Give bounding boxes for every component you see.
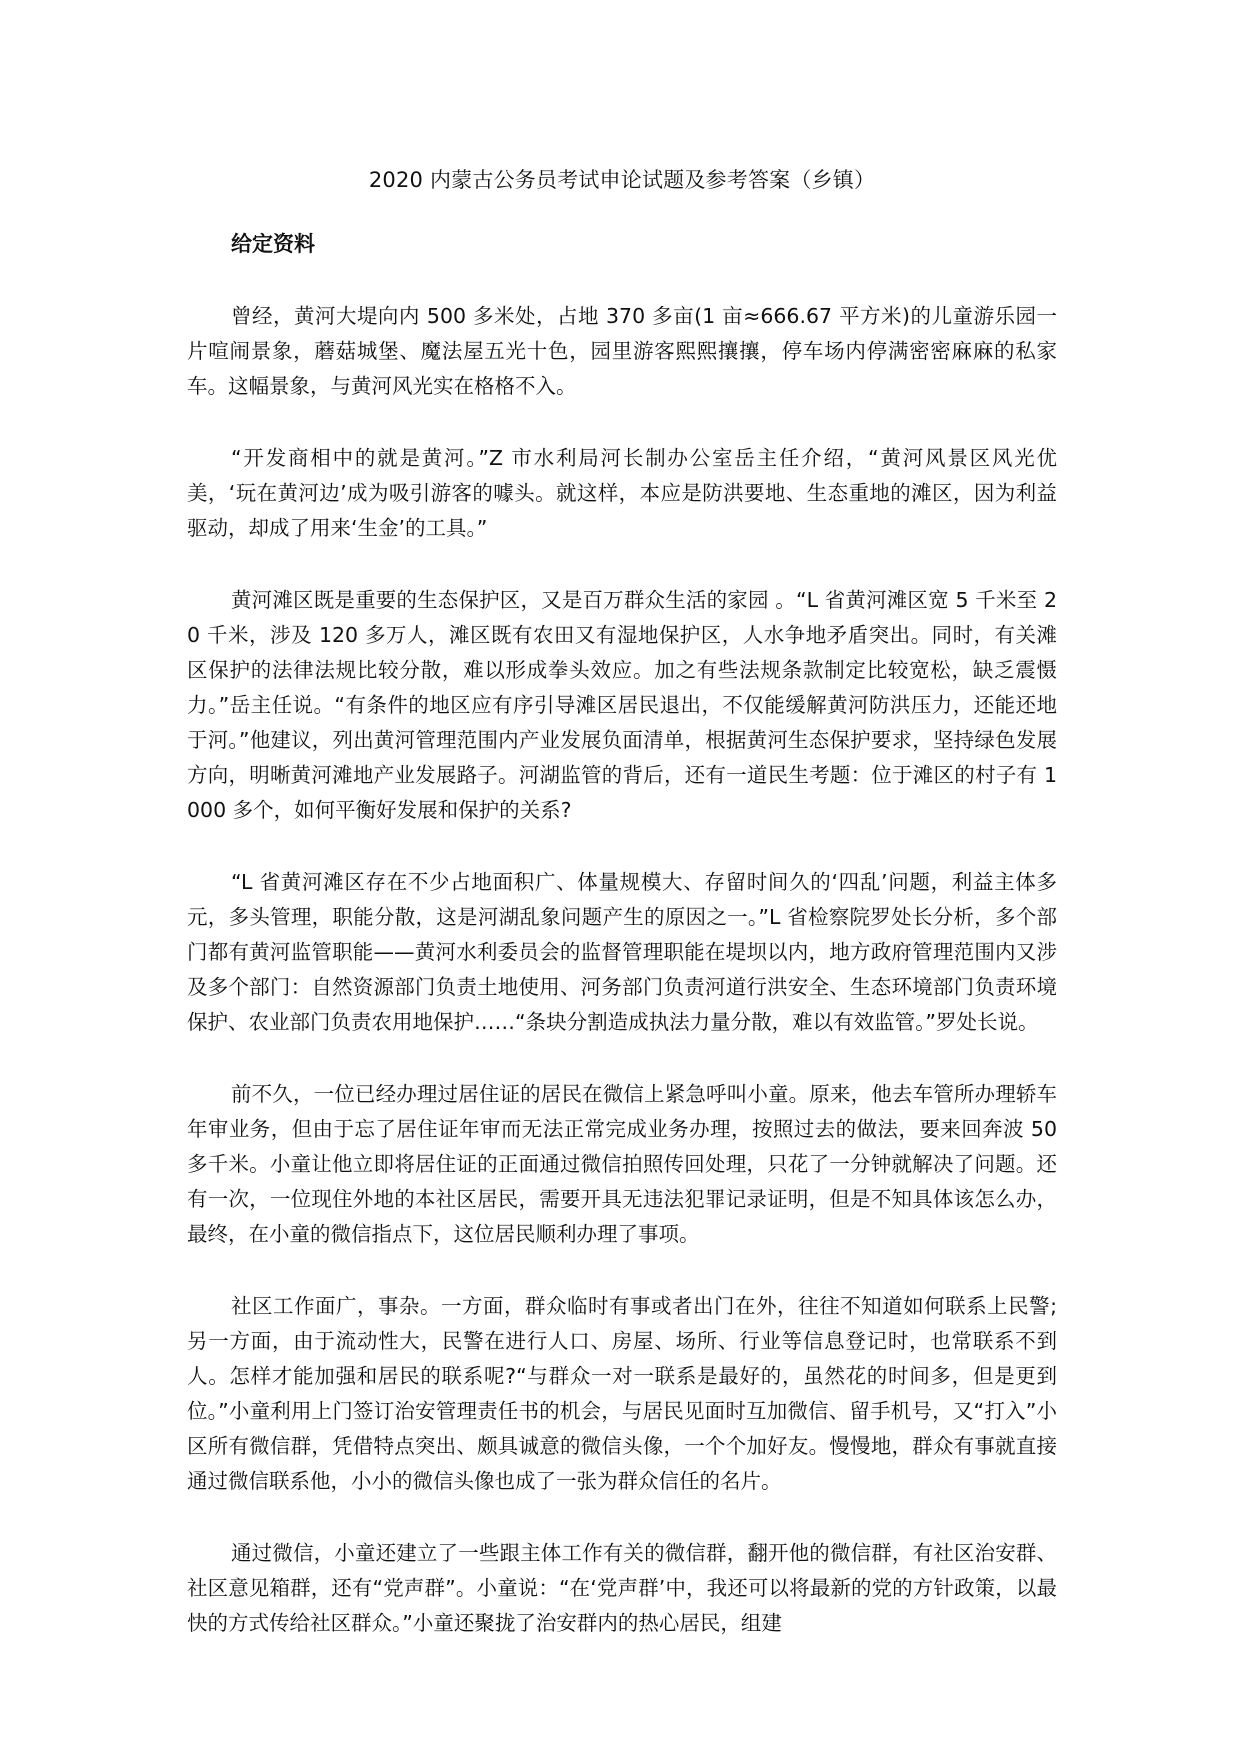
paragraph-4: “L 省黄河滩区存在不少占地面积广、体量规模大、存留时间久的‘四乱’问题，利益主体多元，多头管理，职能分散，这是河湖乱象问题产生的原因之一。”L 省检察院罗处长分析，多个部门都有黄河监管职能——黄河水利委员会的监督管理职能在堤坝以内，地方政府管理范围内又涉及多个部门：自然资源部门负责土地使用、河务部门负责河道行洪安全、生态环境部门负责环境保护、农业部门负责农用地保护……“条块分割造成执法力量分散，难以有效监管。”罗处长说。	[187, 870, 1057, 1034]
paragraph-5: 前不久，一位已经办理过居住证的居民在微信上紧急呼叫小童。原来，他去车管所办理轿车年审业务，但由于忘了居住证年审而无法正常完成业务办理，按照过去的做法，要来回奔波 50 多千米。小童让他立即将居住证的正面通过微信拍照传回处理，只花了一分钟就解决了问题。还有一次，一位现住外地的本社区居民，需要开具无违法犯罪记录证明，但是不知具体该怎么办，最终，在小童的微信指点下，这位居民顺利办理了事项。	[187, 1082, 1057, 1246]
document-page	[187, 165, 1057, 1678]
section-heading: 给定资料	[231, 232, 315, 256]
paragraph-3: 黄河滩区既是重要的生态保护区，又是百万群众生活的家园 。“L 省黄河滩区宽 5 千米至 20 千米，涉及 120 多万人，滩区既有农田又有湿地保护区，人水争地矛盾突出。同时，有关滩区保护的法律法规比较分散，难以形成拳头效应。加之有些法规条款制定比较宽松，缺乏震慑力。”岳主任说。“有条件的地区应有序引导滩区居民退出，不仅能缓解黄河防洪压力，还能还地于河。”他建议，列出黄河管理范围内产业发展负面清单，根据黄河生态保护要求，坚持绿色发展方向，明晰黄河滩地产业发展路子。河湖监管的背后，还有一道民生考题：位于滩区的村子有 1000 多个，如何平衡好发展和保护的关系?	[187, 588, 1057, 822]
document-title: 2020 内蒙古公务员考试申论试题及参考答案（乡镇）	[368, 168, 876, 192]
paragraph-2: “开发商相中的就是黄河。”Z 市水利局河长制办公室岳主任介绍，“黄河风景区风光优美，‘玩在黄河边’成为吸引游客的噱头。就这样，本应是防洪要地、生态重地的滩区，因为利益驱动，却成了用来‘生金’的工具。”	[187, 446, 1057, 540]
paragraph-1: 曾经，黄河大堤向内 500 多米处，占地 370 多亩(1 亩≈666.67 平方米)的儿童游乐园一片喧闹景象，蘑菇城堡、魔法屋五光十色，园里游客熙熙攘攘，停车场内停满密密麻麻的私家车。这幅景象，与黄河风光实在格格不入。	[187, 304, 1057, 398]
paragraph-6: 社区工作面广，事杂。一方面，群众临时有事或者出门在外，往往不知道如何联系上民警;另一方面，由于流动性大，民警在进行人口、房屋、场所、行业等信息登记时，也常联系不到人。怎样才能加强和居民的联系呢?“与群众一对一联系是最好的，虽然花的时间多，但是更到位。”小童利用上门签订治安管理责任书的机会，与居民见面时互加微信、留手机号，又“打入”小区所有微信群，凭借特点突出、颇具诚意的微信头像，一个个加好友。慢慢地，群众有事就直接通过微信联系他，小小的微信头像也成了一张为群众信任的名片。	[187, 1294, 1057, 1493]
paragraph-7: 通过微信，小童还建立了一些跟主体工作有关的微信群，翻开他的微信群，有社区治安群、社区意见箱群，还有“党声群”。小童说：“在‘党声群’中，我还可以将最新的党的方针政策，以最快的方式传给社区群众。”小童还聚拢了治安群内的热心居民，组建	[187, 1541, 1057, 1635]
